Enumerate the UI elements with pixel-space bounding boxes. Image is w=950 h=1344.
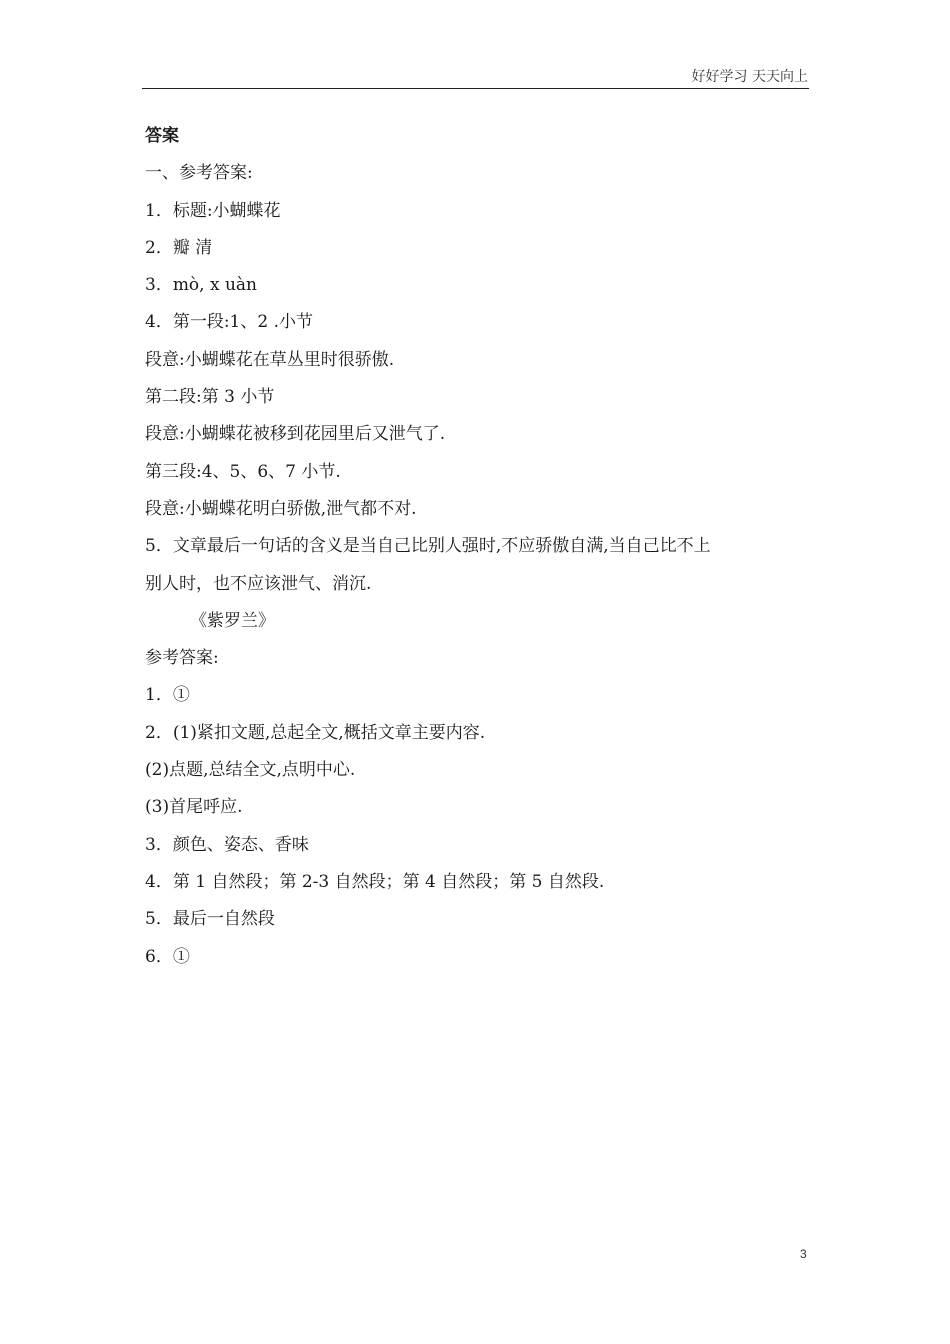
text-line: 1．标题:小蝴蝶花 — [145, 200, 281, 221]
text-line: (3)首尾呼应. — [145, 797, 243, 818]
text-line: 段意:小蝴蝶花明白骄傲,泄气都不对. — [145, 498, 417, 519]
text-line: 别人时，也不应该泄气、消沉. — [145, 573, 372, 594]
subsection-title: 《紫罗兰》 — [190, 610, 275, 631]
header-divider — [142, 88, 809, 89]
text-line: 4．第 1 自然段；第 2-3 自然段；第 4 自然段；第 5 自然段. — [145, 871, 605, 892]
text-line: 5．最后一自然段 — [145, 909, 275, 930]
answer-content — [145, 118, 805, 976]
page-number: 3 — [800, 1247, 807, 1261]
text-line: 6．① — [145, 946, 190, 967]
text-line: 5．文章最后一句话的含义是当自己比别人强时,不应骄傲自满,当自己比不上 — [145, 536, 711, 557]
text-line: 4．第一段:1、2 .小节 — [145, 312, 313, 333]
text-line: (2)点题,总结全文,点明中心. — [145, 760, 356, 781]
text-line: 参考答案: — [145, 648, 219, 669]
text-line: 一、参考答案: — [145, 163, 253, 184]
text-line: 1．① — [145, 685, 190, 706]
section-title: 答案 — [145, 126, 179, 146]
text-line: 第三段:4、5、6、7 小节. — [145, 461, 341, 482]
text-line: 2．瓣 清 — [145, 237, 213, 258]
page-header-text: 好好学习 天天向上 — [691, 69, 808, 85]
text-line: 3．mò, x uàn — [145, 275, 258, 296]
text-line: 第二段:第 3 小节 — [145, 387, 275, 408]
text-line: 段意:小蝴蝶花被移到花园里后又泄气了. — [145, 424, 446, 445]
text-line: 3．颜色、姿态、香味 — [145, 834, 309, 855]
text-line: 段意:小蝴蝶花在草丛里时很骄傲. — [145, 349, 395, 370]
text-line: 2．(1)紧扣文题,总起全文,概括文章主要内容. — [145, 722, 486, 743]
